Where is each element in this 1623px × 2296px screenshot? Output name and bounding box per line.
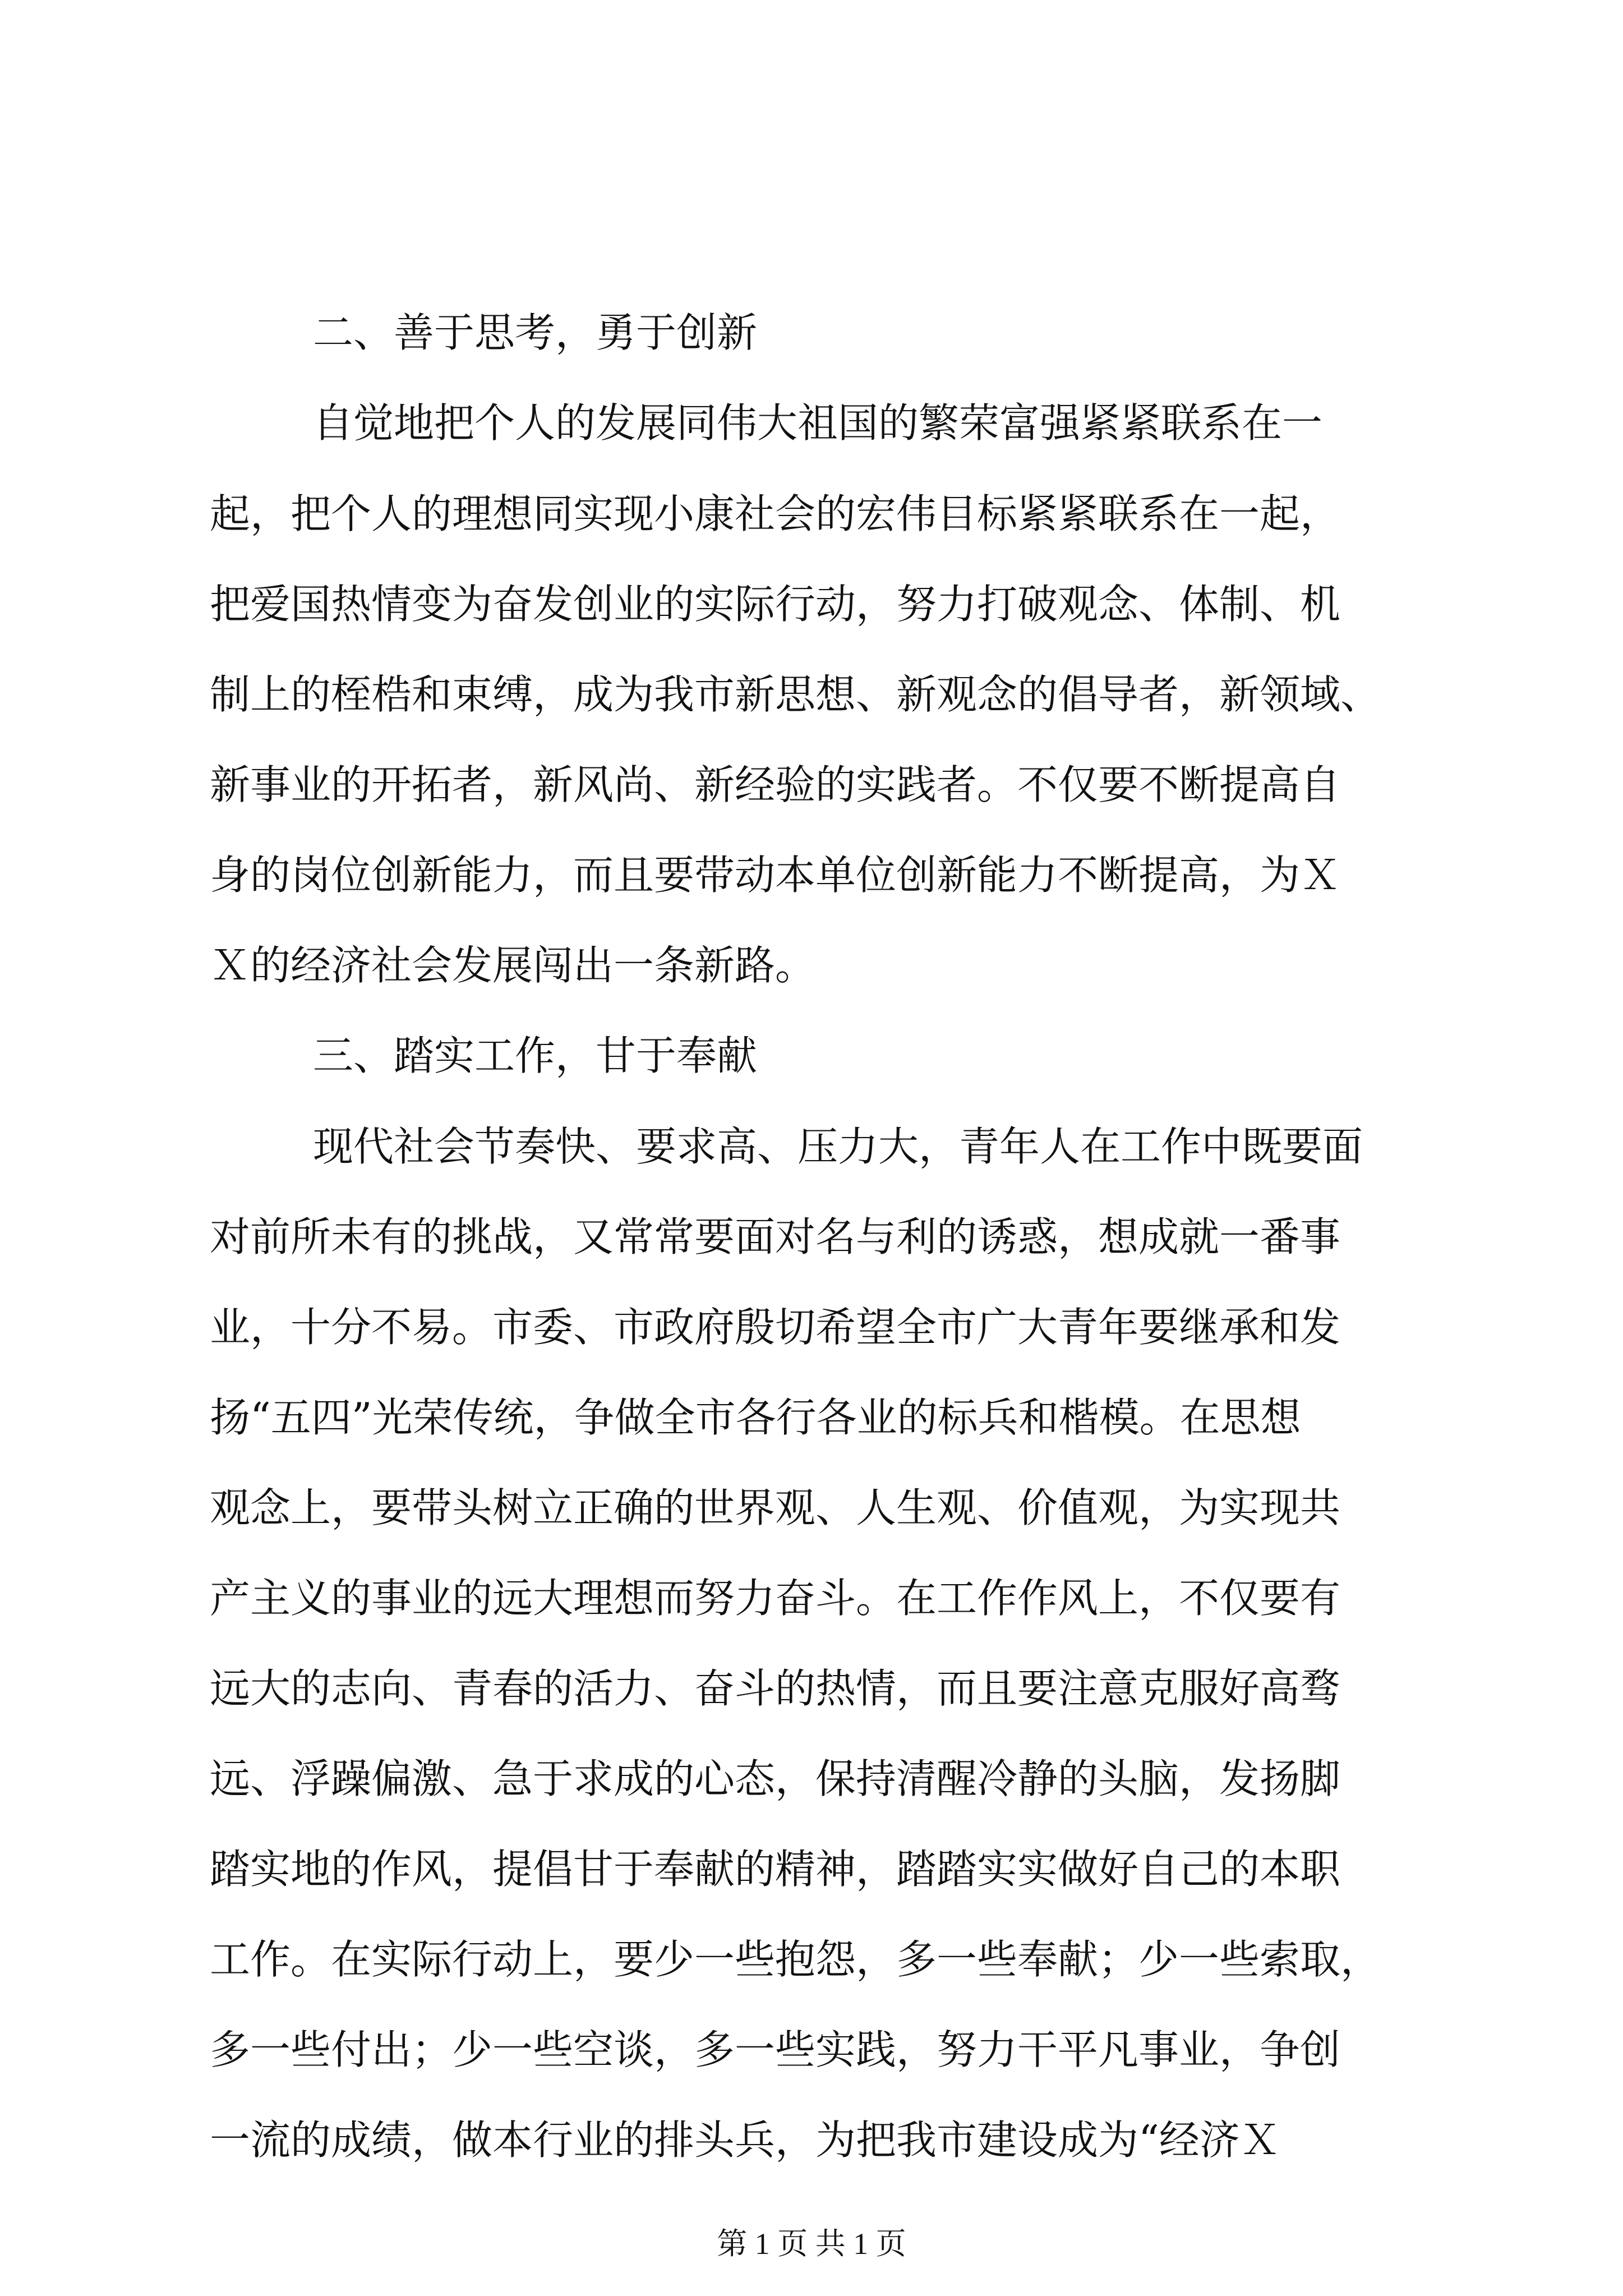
paragraph-line: 对前所未有的挑战，又常常要面对名与利的诱惑，想成就一番事 bbox=[210, 1213, 1341, 1260]
paragraph-line: 踏实地的作风，提倡甘于奉献的精神，踏踏实实做好自己的本职 bbox=[210, 1846, 1341, 1893]
paragraph-line: 远大的志向、青春的活力、奋斗的热情，而且要注意克服好高骛 bbox=[210, 1665, 1341, 1712]
paragraph-line: 观念上，要带头树立正确的世界观、人生观、价值观，为实现共 bbox=[210, 1484, 1341, 1531]
paragraph-line: Ｘ的经济社会发展闯出一条新路。 bbox=[210, 942, 816, 989]
paragraph-line: 把爱国热情变为奋发创业的实际行动，努力打破观念、体制、机 bbox=[210, 581, 1341, 628]
section-heading-2: 二、善于思考，勇于创新 bbox=[313, 309, 758, 356]
paragraph-line: 一流的成绩，做本行业的排头兵，为把我市建设成为“经济Ｘ bbox=[210, 2116, 1280, 2164]
paragraph-line: 身的岗位创新能力，而且要带动本单位创新能力不断提高，为Ｘ bbox=[210, 852, 1341, 899]
paragraph-line: 自觉地把个人的发展同伟大祖国的繁荣富强紧紧联系在一 bbox=[313, 399, 1323, 447]
paragraph-line: 扬“五四”光荣传统，争做全市各行各业的标兵和楷模。在思想 bbox=[210, 1394, 1301, 1441]
paragraph-line: 现代社会节奏快、要求高、压力大，青年人在工作中既要面 bbox=[313, 1123, 1363, 1170]
paragraph-line: 业，十分不易。市委、市政府殷切希望全市广大青年要继承和发 bbox=[210, 1304, 1341, 1351]
paragraph-line: 起，把个人的理想同实现小康社会的宏伟目标紧紧联系在一起， bbox=[210, 490, 1341, 537]
paragraph-line: 多一些付出；少一些空谈，多一些实践，努力干平凡事业，争创 bbox=[210, 2026, 1341, 2073]
paragraph-line: 制上的桎梏和束缚，成为我市新思想、新观念的倡导者，新领域、 bbox=[210, 671, 1381, 718]
paragraph-line: 新事业的开拓者，新风尚、新经验的实践者。不仅要不断提高自 bbox=[210, 761, 1341, 808]
paragraph-line: 远、浮躁偏激、急于求成的心态，保持清醒冷静的头脑，发扬脚 bbox=[210, 1755, 1341, 1802]
section-heading-3: 三、踏实工作，甘于奉献 bbox=[313, 1032, 758, 1079]
paragraph-line: 产主义的事业的远大理想而努力奋斗。在工作作风上，不仅要有 bbox=[210, 1575, 1341, 1622]
paragraph-line: 工作。在实际行动上，要少一些抱怨，多一些奉献；少一些索取， bbox=[210, 1936, 1381, 1983]
page-number-footer: 第 1 页 共 1 页 bbox=[717, 2227, 906, 2261]
